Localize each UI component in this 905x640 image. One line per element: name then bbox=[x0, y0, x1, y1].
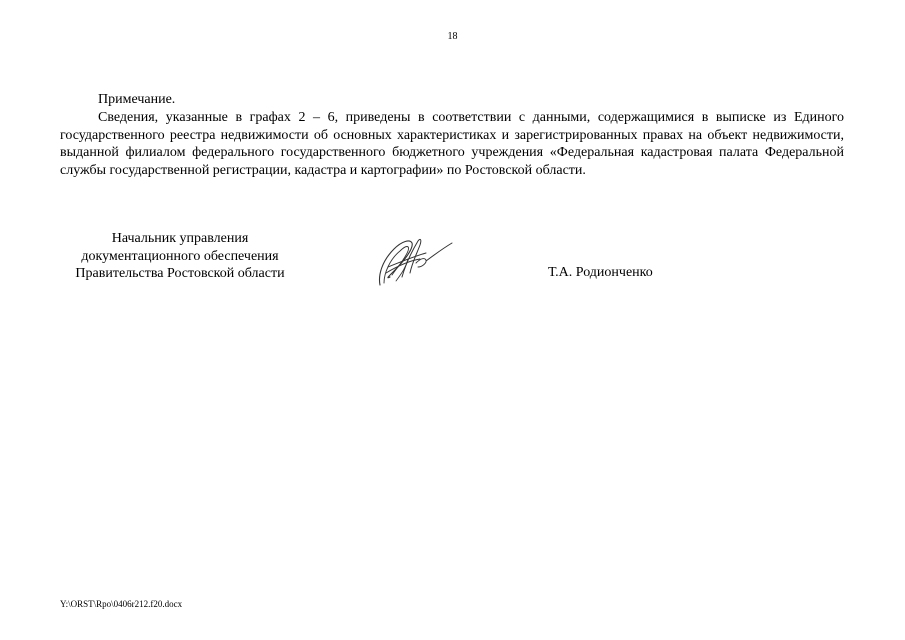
page-number: 18 bbox=[447, 31, 458, 42]
signer-name: Т.А. Родионченко bbox=[548, 265, 653, 280]
note-body: Сведения, указанные в графах 2 – 6, приведены в соответствии с данными, содержащимися в выписке из Единого государственного реестра недвижимости об основных характеристиках и зарегистрированных правах на объект недвижимости, выданной филиалом федерального государственного бюджетного учреждения «Федеральная кадастровая палата Федеральной службы государственной регистрации, кадастра и картографии» по Ростовской области. bbox=[60, 110, 844, 178]
signer-position-line-2: документационного обеспечения bbox=[81, 248, 279, 264]
signer-position bbox=[40, 230, 320, 283]
note-title: Примечание. bbox=[98, 92, 176, 107]
handwritten-signature-icon bbox=[372, 233, 456, 289]
signer-position-line-3: Правительства Ростовской области bbox=[75, 266, 285, 281]
file-path: Y:\ORST\Rpo\0406r212.f20.docx bbox=[60, 599, 183, 609]
signer-position-line-1: Начальник управления bbox=[111, 231, 249, 246]
